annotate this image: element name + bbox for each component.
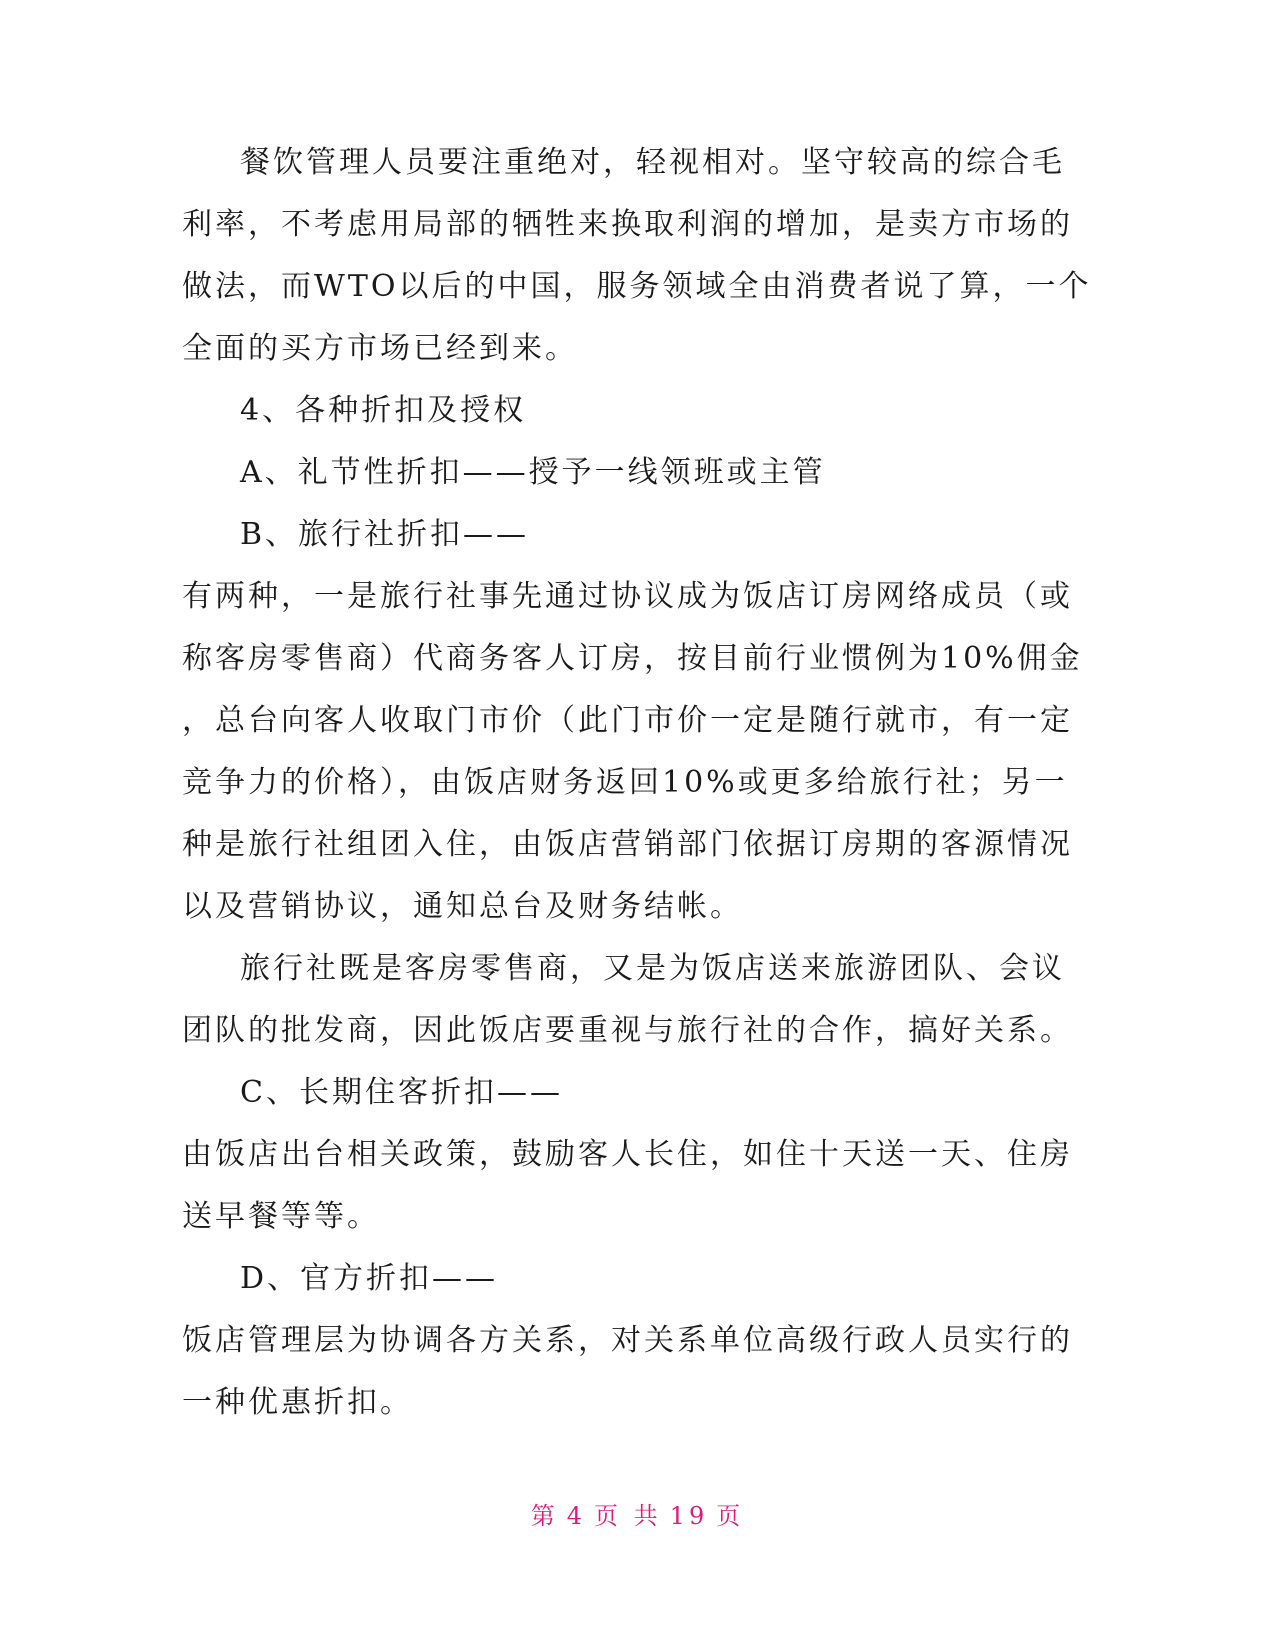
paragraph-line: 利率，不考虑用局部的牺牲来换取利润的增加，是卖方市场的 [182, 207, 1073, 242]
section-heading: 4、各种折扣及授权 [240, 393, 527, 428]
list-item-heading: C、长期住客折扣—— [240, 1075, 563, 1110]
paragraph-line: 做法，而WTO以后的中国，服务领域全由消费者说了算，一个 [182, 269, 1092, 304]
list-item-heading: A、礼节性折扣——授予一线领班或主管 [240, 455, 826, 490]
paragraph-line: 种是旅行社组团入住，由饭店营销部门依据订房期的客源情况 [182, 827, 1073, 862]
footer-middle: 页 共 [594, 1502, 662, 1530]
paragraph-line: 有两种，一是旅行社事先通过协议成为饭店订房网络成员（或 [182, 579, 1073, 614]
paragraph-line: 竞争力的价格），由饭店财务返回10%或更多给旅行社；另一 [182, 765, 1068, 800]
page-footer [0, 1500, 1275, 1532]
footer-prefix: 第 [530, 1502, 559, 1530]
paragraph-line: 以及营销协议，通知总台及财务结帐。 [182, 889, 743, 924]
paragraph-line: 团队的批发商，因此饭店要重视与旅行社的合作，搞好关系。 [182, 1013, 1073, 1048]
footer-page-number: 4 [566, 1502, 587, 1530]
paragraph-line: 全面的买方市场已经到来。 [182, 331, 578, 366]
paragraph-line: 送早餐等等。 [182, 1199, 380, 1234]
footer-suffix: 页 [716, 1502, 745, 1530]
paragraph-line: 由饭店出台相关政策，鼓励客人长住，如住十天送一天、住房 [182, 1137, 1073, 1172]
paragraph-line: ，总台向客人收取门市价（此门市价一定是随行就市，有一定 [182, 703, 1073, 738]
paragraph-line: 称客房零售商）代商务客人订房，按目前行业惯例为10%佣金 [182, 641, 1083, 676]
paragraph-line: 餐饮管理人员要注重绝对，轻视相对。坚守较高的综合毛 [240, 145, 1065, 180]
list-item-heading: B、旅行社折扣—— [240, 517, 530, 552]
paragraph-line: 旅行社既是客房零售商，又是为饭店送来旅游团队、会议 [240, 951, 1065, 986]
footer-total-pages: 19 [669, 1502, 709, 1530]
list-item-heading: D、官方折扣—— [240, 1261, 499, 1296]
paragraph-line: 饭店管理层为协调各方关系，对关系单位高级行政人员实行的 [182, 1323, 1073, 1358]
paragraph-line: 一种优惠折扣。 [182, 1385, 413, 1420]
